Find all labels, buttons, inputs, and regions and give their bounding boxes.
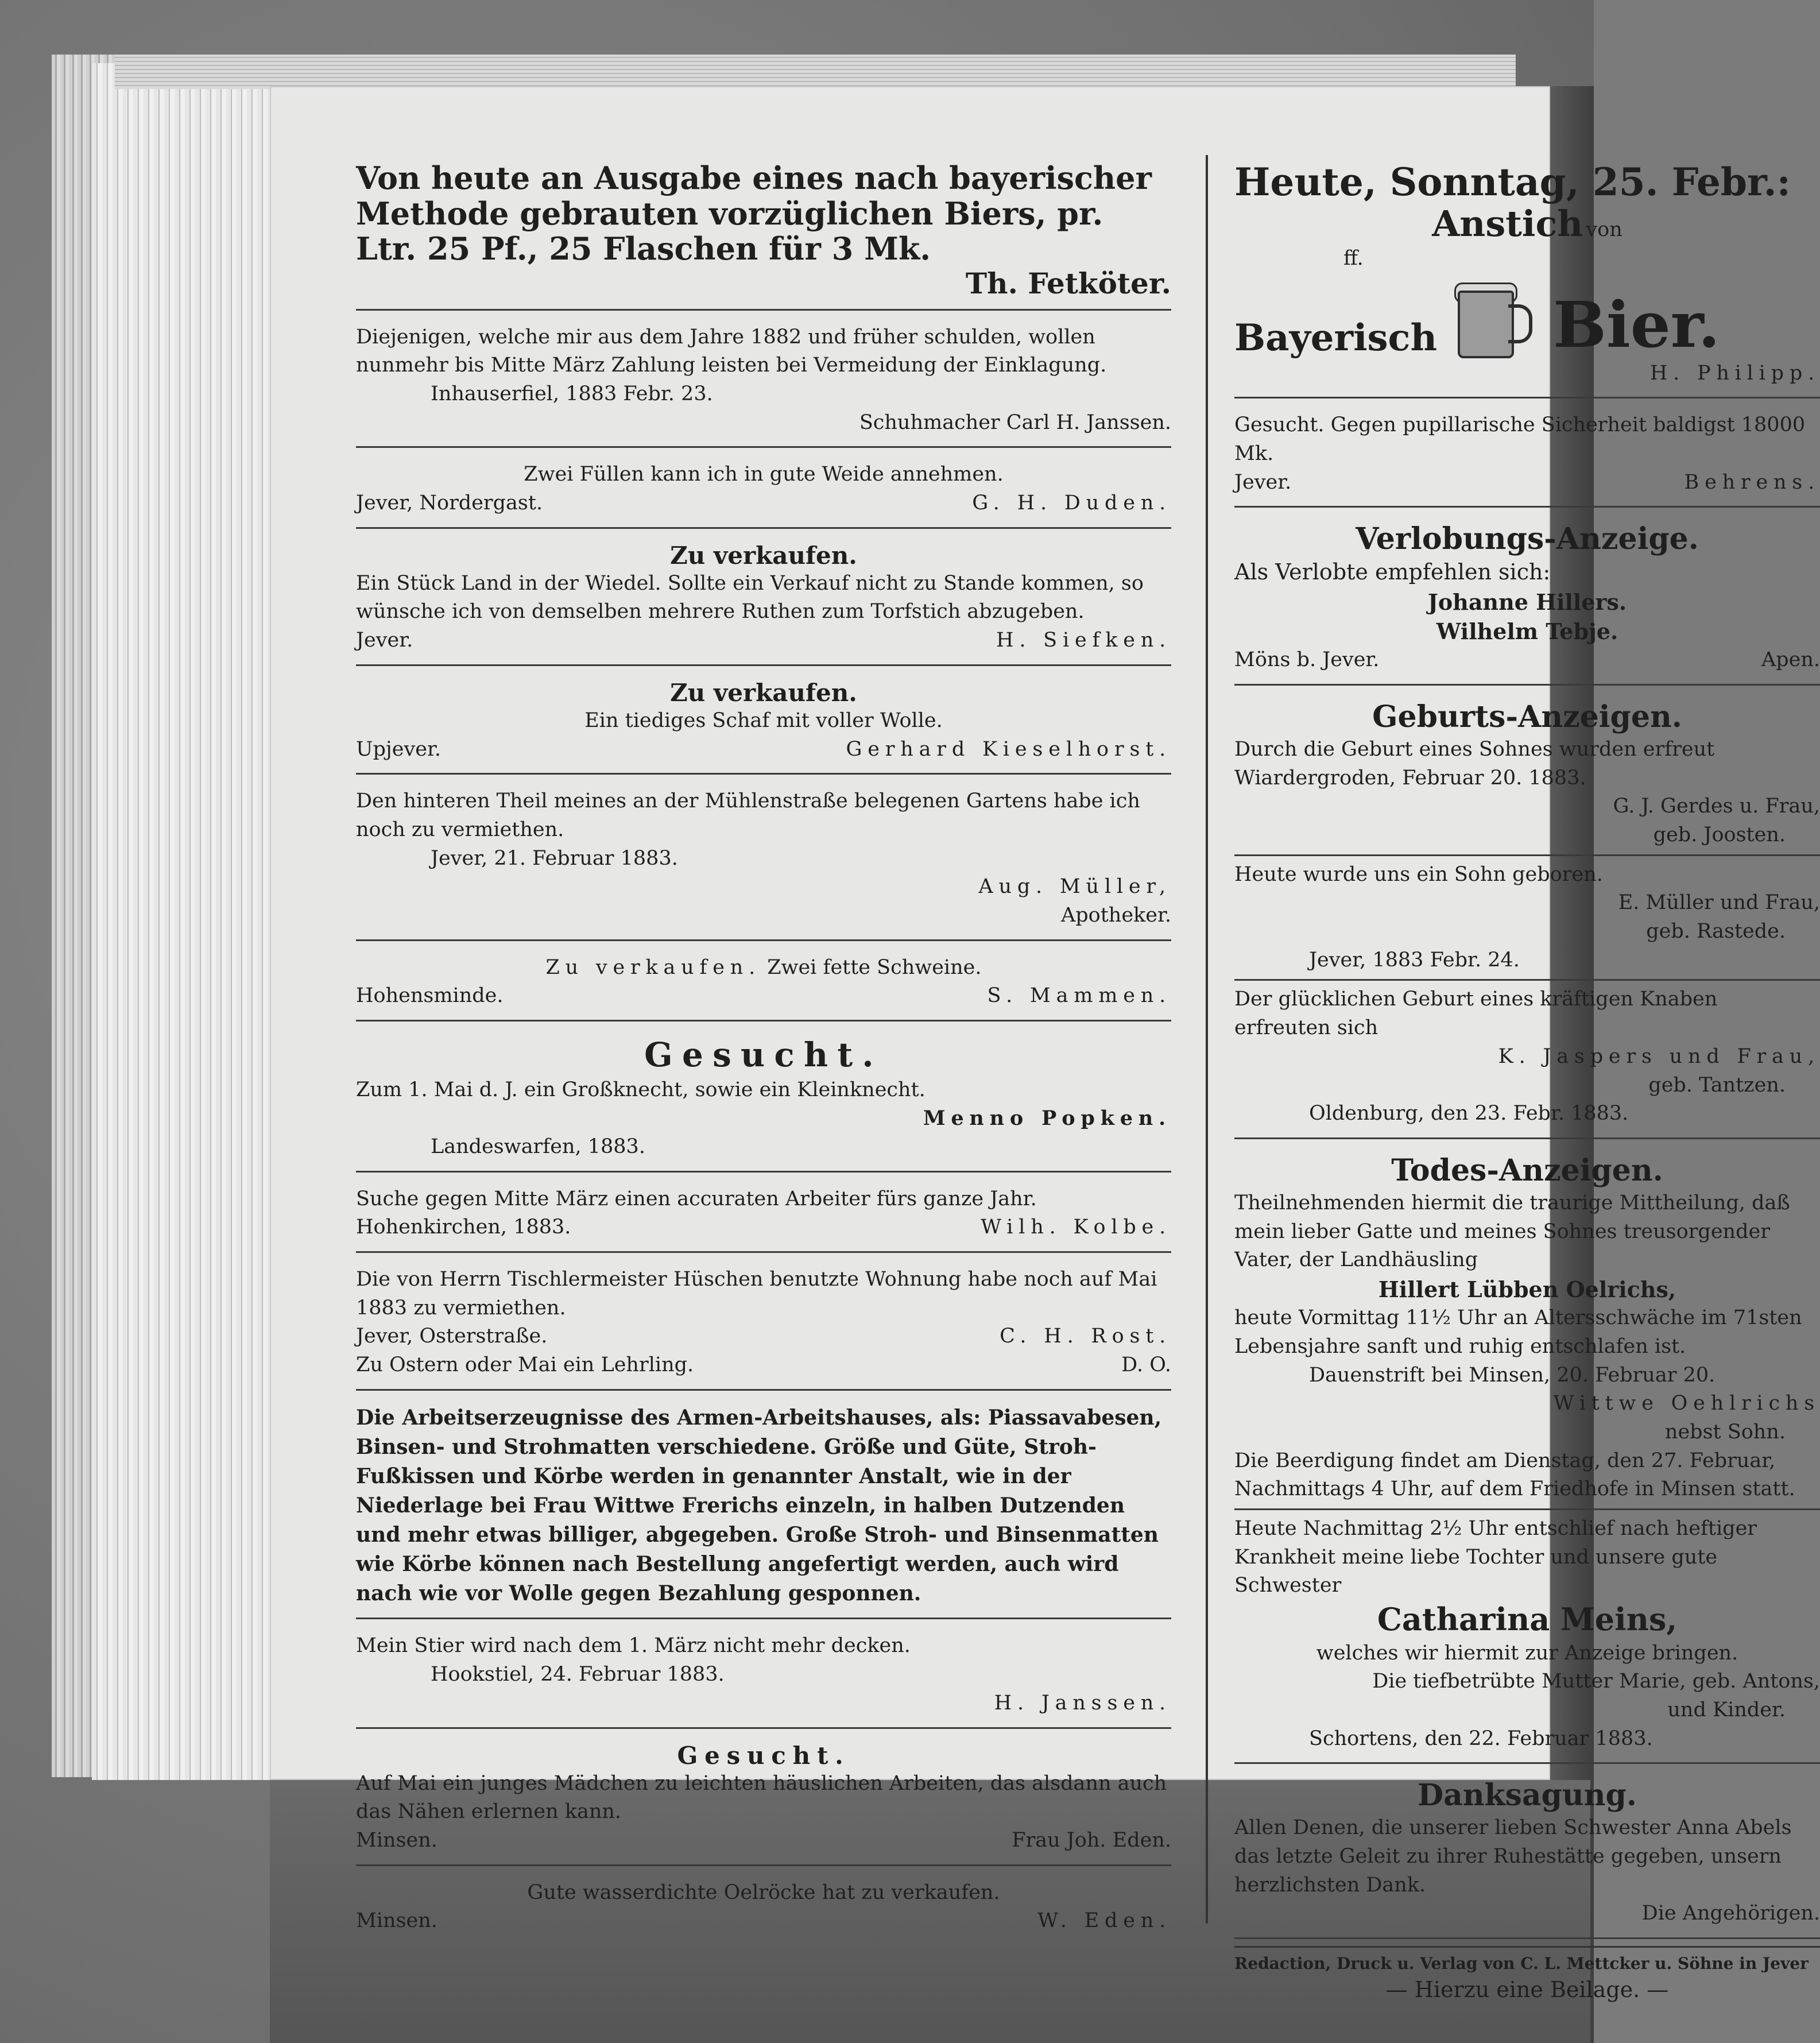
ad-text: Ein Stück Land in der Wiedel. Sollte ein Verkauf nicht zu Stande kommen, so wünsche ich von demselben mehrere Ruthen zum Torfstich abzugeben.: [356, 571, 1144, 624]
ad-thanks: [1234, 1771, 1820, 1939]
ad-signature: Behrens.: [1684, 470, 1820, 494]
ad-text: Die Arbeitserzeugnisse des Armen-Arbeitshauses, als: Piassavabesen, Binsen- und Strohmatten verschiedene. Größe und Güte, Stroh-Fußkissen und Körbe werden in genannter Anstalt, wie in der Niederlage bei Frau Wittwe Frerichs einzeln, in halben Dutzenden und mehr etwas billiger, abgegeben. Große Stroh- und Binsenmatten wie Körbe können nach Bestellung angefertigt werden, auch wird nach wie vor Wolle gegen Bezahlung gesponnen.: [356, 1405, 1162, 1606]
ad-place: Jever.: [1234, 470, 1292, 494]
ad-place: Upjever.: [356, 737, 441, 761]
imprint-text: Redaction, Druck u. Verlag von C. L. Mettcker u. Söhne in Jever: [1234, 1954, 1809, 1974]
column-divider: [1206, 155, 1208, 1924]
supplement-note: — Hierzu eine Beilage. —: [1385, 1976, 1669, 2002]
birth-b-text: Heute wurde uns ein Sohn geboren.: [1234, 862, 1603, 886]
ad-heading: Verlobungs-Anzeige.: [1356, 521, 1699, 557]
ad-engagement: [1234, 514, 1820, 686]
death-a-text1: Theilnehmenden hiermit die traurige Mittheilung, daß mein lieber Gatte und meines Sohnes treusorgender Vater, der Landhäusling: [1234, 1191, 1790, 1272]
death-a-signature-2: nebst Sohn.: [1664, 1420, 1786, 1444]
ad-foals: [356, 455, 1171, 528]
ad-place-date: Hohenkirchen, 1883.: [356, 1216, 571, 1239]
ad-text: Ein tiediges Schaf mit voller Wolle.: [584, 709, 943, 732]
ad-heading: Zu verkaufen.: [670, 541, 857, 570]
death-a-place: Dauenstrift bei Minsen, 20. Februar 20.: [1309, 1363, 1716, 1387]
ad-garden-rent: [356, 781, 1171, 941]
ad-text: Gesucht. Gegen pupillarische Sicherheit baldigst 18000 Mk.: [1234, 413, 1806, 465]
ad-place: Jever.: [356, 629, 413, 652]
birth-b-signature-2: geb. Rastede.: [1646, 920, 1786, 943]
death-a-text3: Die Beerdigung findet am Dienstag, den 27. Februar, Nachmittags 4 Uhr, auf dem Friedhofe in Minsen statt.: [1234, 1449, 1795, 1501]
death-a-signature: Wittwe Oehlrichs: [1553, 1392, 1820, 1415]
ad-oilskins: [356, 1873, 1171, 1945]
ad-signature: Aug. Müller,: [978, 875, 1171, 899]
birth-a-place: Wiardergroden, Februar 20. 1883.: [1234, 766, 1586, 790]
ad-intro: Als Verlobte empfehlen sich:: [1234, 559, 1551, 585]
ad-text: Diejenigen, welche mir aus dem Jahre 1882 und früher schulden, wollen nunmehr bis Mitte März Zahlung leisten bei Vermeidung der Einklagung.: [356, 325, 1107, 377]
left-column: [356, 155, 1171, 1952]
death-b-signature-2: und Kinder.: [1667, 1698, 1786, 1721]
ad-place: Minsen.: [356, 1909, 437, 1933]
birth-b-place: Jever, 1883 Febr. 24.: [1309, 948, 1520, 972]
ad-bull: [356, 1626, 1171, 1728]
birth-c-place: Oldenburg, den 23. Febr. 1883.: [1309, 1102, 1629, 1125]
birth-a-signature-2: geb. Joosten.: [1653, 823, 1786, 846]
beer-line1: Heute, Sonntag, 25. Febr.:: [1234, 160, 1791, 204]
ad-signature: H. Janssen.: [994, 1691, 1171, 1715]
ad-place-date: Landeswarfen, 1883.: [431, 1135, 645, 1158]
ad-place: Jever, Nordergast.: [356, 492, 543, 515]
ad-deaths: [1234, 1146, 1820, 1764]
death-b-name: Catharina Meins,: [1377, 1601, 1678, 1638]
death-b-text1: Heute Nachmittag 2½ Uhr entschlief nach heftiger Krankheit meine liebe Tochter und unsere gute Schwester: [1234, 1517, 1757, 1597]
ad-debts: [356, 318, 1171, 448]
ad-text: Allen Denen, die unserer lieben Schwester Anna Abels das letzte Geleit zu ihrer Ruhestätte gegeben, unsern herzlichsten Dank.: [1234, 1816, 1792, 1897]
ad-signature: H. Siefken.: [996, 629, 1171, 652]
ad-heading: Gesucht.: [677, 1741, 850, 1770]
ad-births: [1234, 692, 1820, 1139]
beer-line2b: von: [1586, 218, 1622, 242]
ad-land-sale: [356, 536, 1171, 666]
ad-text: Gute wasserdichte Oelröcke hat zu verkaufen.: [527, 1881, 1000, 1904]
ad-signature: G. H. Duden.: [972, 492, 1171, 515]
ad-heading: Zu verkaufen.: [670, 678, 857, 707]
ad-signature: W. Eden.: [1037, 1909, 1171, 1933]
ad-heading: Todes-Anzeigen.: [1391, 1152, 1663, 1188]
beer-signature: H. Philipp.: [1649, 361, 1820, 385]
birth-b-signature: E. Müller und Frau,: [1618, 891, 1820, 915]
ad-loan-wanted: [1234, 405, 1820, 508]
death-b-signature: Die tiefbetrübte Mutter Marie, geb. Antons,: [1372, 1670, 1820, 1693]
ad-place-date: Jever, 21. Februar 1883.: [431, 846, 678, 870]
ad-signature: Menno Popken.: [923, 1106, 1171, 1131]
ad-text: Zwei Füllen kann ich in gute Weide annehmen.: [524, 463, 1004, 486]
ad-signature: Die Angehörigen.: [1641, 1902, 1820, 1925]
ad-servant-wanted: [356, 1028, 1171, 1173]
birth-c-signature-2: geb. Tantzen.: [1648, 1073, 1786, 1097]
ad-place: Apen.: [1761, 648, 1820, 672]
ad-text: Auf Mai ein junges Mädchen zu leichten häuslichen Arbeiten, das alsdann auch das Nähen erlernen kann.: [356, 1771, 1167, 1824]
ad-signature: C. H. Rost.: [1000, 1325, 1171, 1348]
ad-text-apprentice: Zu Ostern oder Mai ein Lehrling.: [356, 1353, 694, 1377]
ad-text: Mein Stier wird nach dem 1. März nicht mehr decken.: [356, 1634, 911, 1658]
page-stack-edges: [92, 63, 276, 1780]
ad-sheep-sale: [356, 673, 1171, 775]
imprint-footer: [1234, 1946, 1820, 2005]
ad-signature: D. O.: [1121, 1353, 1171, 1377]
ad-text: Zu verkaufen.: [545, 955, 761, 979]
ad-text: Zum 1. Mai d. J. ein Großknecht, sowie ein Kleinknecht.: [356, 1078, 926, 1101]
ad-signature: Frau Joh. Eden.: [1012, 1828, 1171, 1852]
beer-line3a: Bayerisch: [1234, 316, 1438, 359]
newspaper-page: [270, 86, 1820, 2002]
engaged-name: Wilhelm Tebje.: [1436, 618, 1618, 644]
ad-place-date: Hookstiel, 24. Februar 1883.: [431, 1663, 725, 1686]
ad-heading: Geburts-Anzeigen.: [1372, 699, 1682, 734]
beer-line2: Anstich: [1432, 203, 1583, 245]
beer-ff: ff.: [1343, 246, 1364, 270]
death-a-name: Hillert Lübben Oelrichs,: [1378, 1276, 1676, 1302]
ad-signature: S. Mammen.: [987, 984, 1171, 1008]
ad-pigs-sale: [356, 948, 1171, 1022]
ad-signature: Th. Fetköter.: [965, 266, 1171, 300]
ad-heading: Danksagung.: [1417, 1778, 1637, 1813]
ad-beer-tapping: [1234, 155, 1820, 398]
beer-title-row: [1234, 273, 1820, 362]
ad-text: Zwei fette Schweine.: [767, 955, 982, 979]
ad-apartment-rent: [356, 1260, 1171, 1391]
ad-place: Hohensminde.: [356, 984, 504, 1008]
ad-place: Minsen.: [356, 1828, 437, 1852]
ad-place: Jever, Osterstraße.: [356, 1325, 548, 1348]
birth-a-text: Durch die Geburt eines Sohnes wurden erfreut: [1234, 737, 1715, 761]
ad-text: Die von Herrn Tischlermeister Hüschen benutzte Wohnung habe noch auf Mai 1883 zu vermiethen.: [356, 1267, 1157, 1320]
ad-heading: Gesucht.: [644, 1035, 883, 1075]
ad-beer-sale: [356, 155, 1171, 311]
ad-maid-wanted: [356, 1736, 1171, 1866]
ad-worker-wanted: [356, 1179, 1171, 1253]
ad-place-date: Inhauserfiel, 1883 Febr. 23.: [431, 382, 713, 406]
death-b-place: Schortens, den 22. Februar 1883.: [1309, 1727, 1653, 1750]
ad-text: Von heute an Ausgabe eines nach bayerischer Methode gebrauten vorzüglichen Biers, pr. Ltr. 25 Pf., 25 Flaschen für 3 Mk.: [356, 160, 1152, 268]
death-a-text2: heute Vormittag 11½ Uhr an Altersschwäche im 71sten Lebensjahre sanft und ruhig entschlafen ist.: [1234, 1306, 1802, 1358]
ad-signature: Schuhmacher Carl H. Janssen.: [859, 411, 1171, 434]
birth-c-signature: K. Jaspers und Frau,: [1498, 1044, 1820, 1068]
ad-text: Den hinteren Theil meines an der Mühlenstraße belegenen Gartens habe ich noch zu vermiethen.: [356, 790, 1140, 841]
ad-signature: Wilh. Kolbe.: [981, 1216, 1171, 1239]
beer-line3b: Bier.: [1553, 287, 1720, 362]
right-column: [1234, 155, 1820, 2005]
ad-signature-title: Apotheker.: [1060, 903, 1171, 927]
ad-signature: Gerhard Kieselhorst.: [846, 737, 1171, 761]
engaged-name: Johanne Hillers.: [1427, 589, 1627, 615]
ad-text: Suche gegen Mitte März einen accuraten Arbeiter fürs ganze Jahr.: [356, 1187, 1037, 1210]
ad-place: Möns b. Jever.: [1234, 648, 1380, 672]
beer-mug-icon: [1452, 273, 1538, 359]
death-b-text2: welches wir hiermit zur Anzeige bringen.: [1316, 1641, 1738, 1665]
birth-c-text: Der glücklichen Geburt eines kräftigen Knaben erfreuten sich: [1234, 988, 1718, 1040]
page-top-edge: [115, 55, 1516, 89]
birth-a-signature: G. J. Gerdes u. Frau,: [1613, 795, 1820, 818]
ad-workhouse-products: [356, 1398, 1171, 1620]
